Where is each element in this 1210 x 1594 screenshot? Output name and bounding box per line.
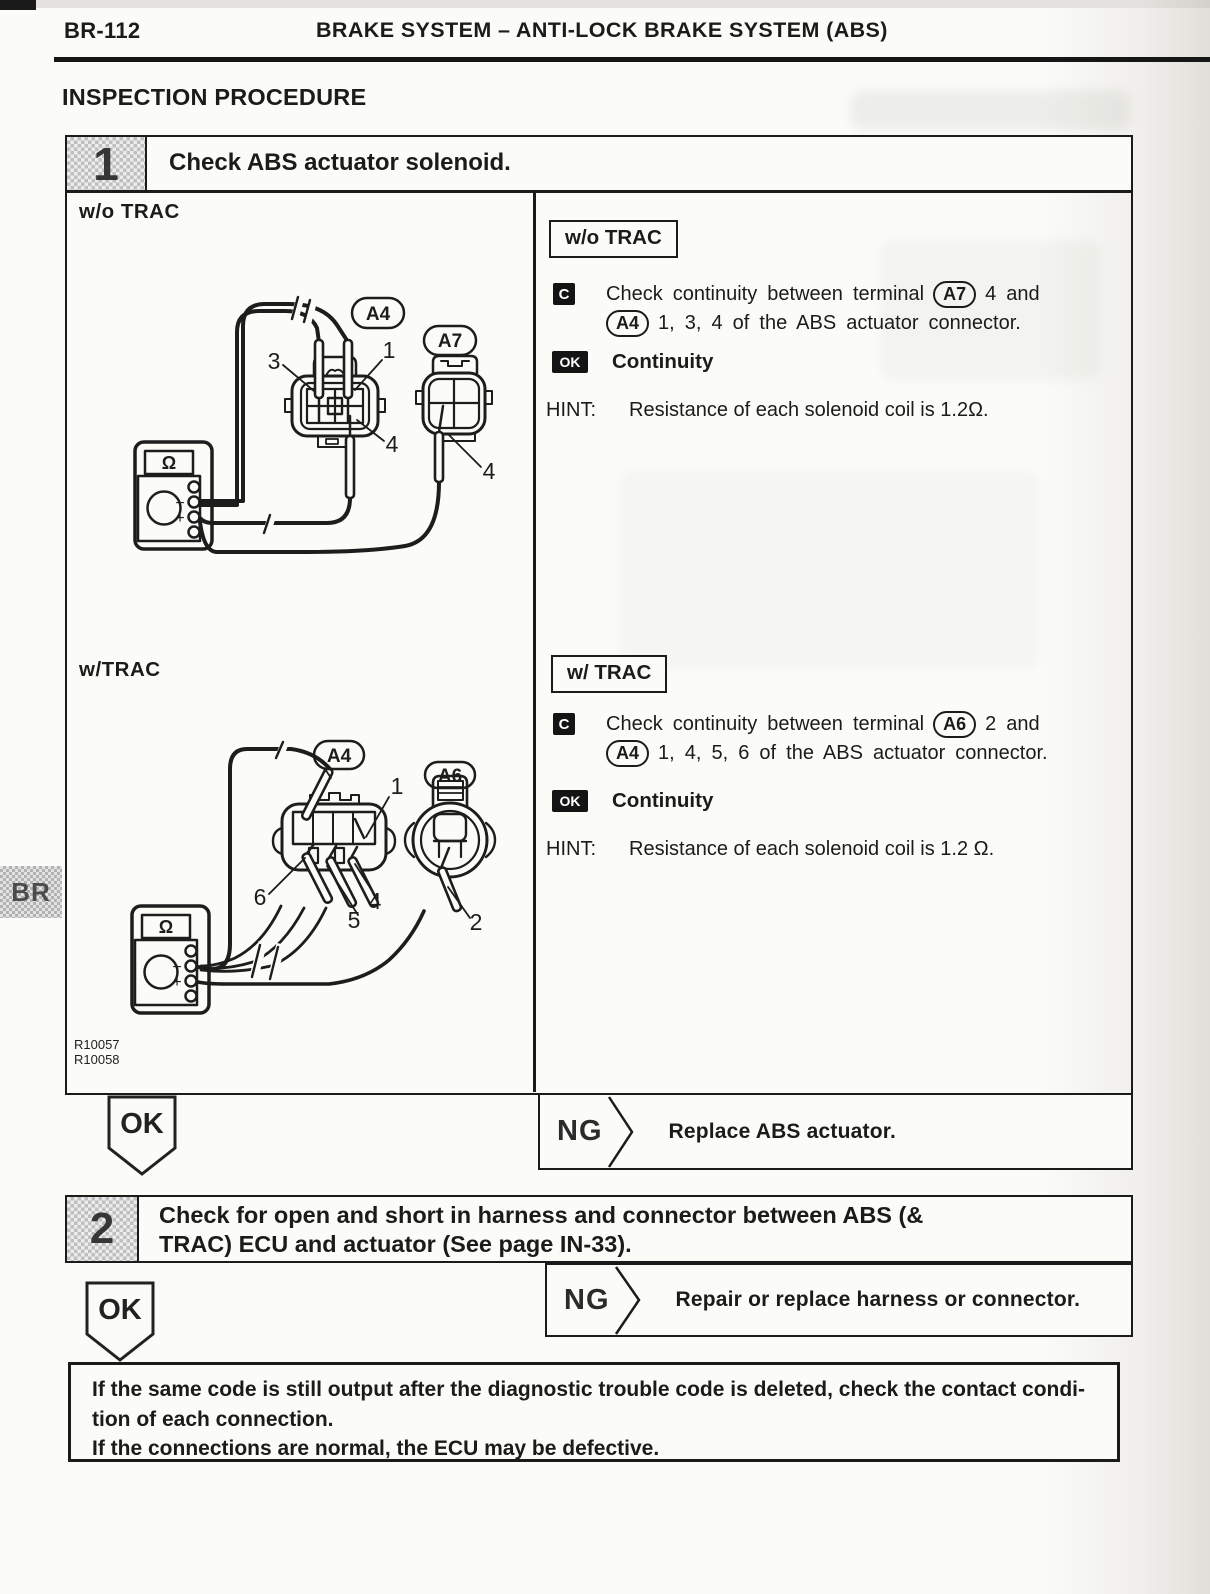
ok-badge: OK [552,790,588,812]
connector-code-labels [352,298,476,355]
multimeter [135,442,212,549]
page-title: BRAKE SYSTEM – ANTI-LOCK BRAKE SYSTEM (ABS) [316,18,888,42]
pin-label-4-a7: 4 [482,458,496,484]
hint-text: Resistance of each solenoid coil is 1.2 Ω. [629,838,995,860]
ng-action: Replace ABS actuator. [668,1119,896,1143]
step2-title [139,1197,923,1261]
w-trac-ok-row [552,789,713,813]
check-instruction [606,710,1126,768]
scan-corner-mark [0,0,36,10]
note-box [68,1362,1120,1462]
step1-ng-box [538,1093,1133,1170]
ok-label: OK [98,1294,142,1326]
connector-ref-a4: A4 [606,740,649,767]
step2-ng-box [545,1263,1133,1337]
bleed-through-smudge [850,90,1130,130]
note-line1: If the same code is still output after the diagnostic trouble code is deleted, check the contact condi- [92,1378,1086,1401]
step2-number: 2 [67,1197,139,1261]
a7-connector [416,356,492,441]
ng-chevron-icon [614,1266,644,1335]
step2-header [65,1195,1133,1263]
pin-label-3: 3 [267,348,281,374]
check-instruction [606,280,1126,338]
ohm-symbol: Ω [161,453,177,473]
note-line2: tion of each connection. [92,1407,334,1431]
ok-result: Continuity [612,350,714,373]
step1-header [65,135,1133,193]
pin-label-6: 6 [253,884,267,910]
wo-trac-check-row [553,280,1126,338]
minus-terminal-label: − [175,495,185,512]
check-text-post: 4 and [985,283,1040,305]
pin-label-2: 2 [469,909,483,935]
ng-label: NG [564,1283,610,1316]
step1-title: Check ABS actuator solenoid. [169,149,511,176]
pin-label-4-a4: 4 [385,431,399,457]
step2-title-line2: TRAC) ECU and actuator (See page IN-33). [159,1231,632,1257]
pin-label-4: 4 [368,888,382,914]
pin-label-5: 5 [347,907,361,933]
w-trac-check-row [553,710,1126,768]
step1-content-box [65,190,1133,1095]
hint-label: HINT: [546,399,596,421]
figure-code-2: R10058 [74,1052,120,1067]
note-line3: If the connections are normal, the ECU may be defective. [92,1437,660,1460]
section-side-tab: BR [0,866,62,918]
check-text-pre: Check continuity between terminal [606,283,925,305]
connector-ref-a4: A4 [606,310,649,337]
ng-chevron-icon [607,1096,637,1168]
a7-label: A7 [437,331,463,352]
w-trac-tag: w/ TRAC [551,655,667,693]
a4-label: A4 [365,304,391,325]
column-divider [533,192,536,1092]
figure-codes [74,1037,120,1067]
wo-trac-hint [546,399,989,422]
plus-terminal-label: + [172,974,182,991]
a4-connector [285,357,385,447]
plus-terminal-label: + [175,510,185,527]
figure-code-1: R10057 [74,1037,120,1052]
wo-trac-diagram [135,295,496,552]
ng-label: NG [557,1115,603,1147]
check-text-line2: 1, 3, 4 of the ABS actuator connector. [658,312,1021,334]
ok-result: Continuity [612,789,714,812]
pin-label-1: 1 [382,337,396,363]
pin-label-1: 1 [390,773,404,799]
diagram-caption-wo-trac: w/o TRAC [79,200,180,223]
ok-label: OK [120,1108,164,1140]
wiring-diagram [67,192,533,1091]
w-trac-hint [546,838,994,861]
ng-action: Repair or replace harness or connector. [675,1288,1081,1311]
check-text-post: 2 and [985,713,1040,735]
check-badge: C [553,713,575,735]
check-badge: C [553,283,575,305]
ok-badge: OK [552,351,588,373]
a4-label: A4 [326,746,352,767]
check-text-pre: Check continuity between terminal [606,713,925,735]
ohm-symbol: Ω [158,917,174,937]
multimeter [132,906,209,1013]
step2-ok-pentagon [84,1280,156,1364]
step1-ok-pentagon [106,1094,178,1178]
page-code: BR-112 [64,18,141,43]
connector-ref-a6: A6 [933,711,976,738]
a6-label: A6 [437,766,463,787]
header-rule [54,57,1210,62]
hint-text: Resistance of each solenoid coil is 1.2Ω. [629,399,989,421]
wo-trac-tag: w/o TRAC [549,220,678,258]
minus-terminal-label: − [172,959,182,976]
a6-connector [405,776,495,877]
wo-trac-ok-row [552,350,713,374]
step2-title-line1: Check for open and short in harness and connector between ABS (& [159,1202,924,1228]
connector-ref-a7: A7 [933,281,976,308]
diagram-caption-w-trac: w/TRAC [79,658,161,681]
scan-right-shadow [1140,0,1210,1594]
section-title: INSPECTION PROCEDURE [62,84,367,110]
terminal-number-labels [254,773,483,935]
w-trac-diagram [132,740,495,1013]
step1-number: 1 [67,137,147,191]
check-text-line2: 1, 4, 5, 6 of the ABS actuator connector. [658,742,1048,764]
scan-top-edge [0,0,1210,8]
hint-label: HINT: [546,838,596,860]
